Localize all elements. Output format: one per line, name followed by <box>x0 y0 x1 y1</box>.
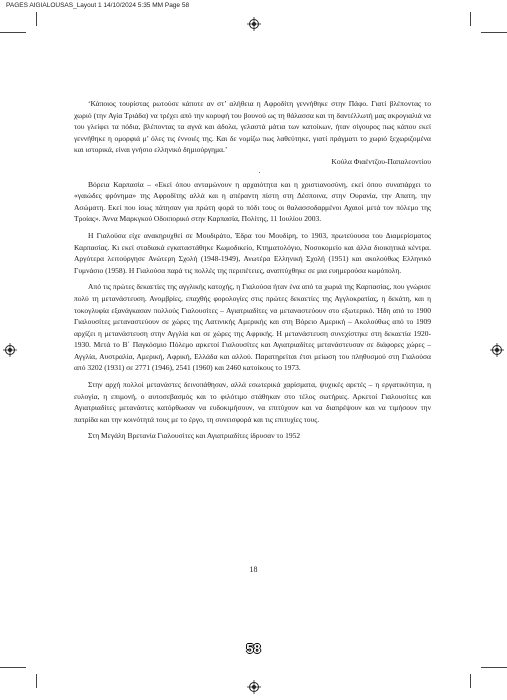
page-number: 18 <box>249 565 258 574</box>
body-text <box>74 98 431 442</box>
paragraph: Βόρεια Καρπασία – «Εκεί όπου ανταμώνουν η αρχαιότητα και η χριστιανοσύνη, εκεί όπου συναπάρχει το «γαιώδες φρόνημα» της Αφροδίτης αλλά και η απέραντη πίστη στη Δέσποινα, στην Ουρανία, την Απατη, την Ασώματη. Εκεί που ίσως πάτησαν για πρώτη φορά το πόδι τους οι θαλασσοδαρμένοι Αχαιοί μετά τον πόλεμο της Τροίας». Άννα Μαρκγκού Οδοιπορικό στην Καρπασία, Πολίτης, 11 Ιουλίου 2003. <box>74 179 431 224</box>
registration-mark-left-icon <box>3 343 17 357</box>
registration-mark-bottom-icon <box>247 680 261 694</box>
print-slug: PAGES AIGIALOUSAS_Layout 1 14/10/2024 5:35 MM Page 58 <box>6 2 190 9</box>
crop-mark-top-right <box>481 32 507 33</box>
crop-mark-top-left <box>36 12 37 26</box>
quote-paragraph: ‘Κάποιος τουρίστας ρωτούσε κάποτε αν στ’ αλήθεια η Αφροδίτη γεννήθηκε στην Πάφο. Γιατί βλέποντας το χωριό (την Αγία Τριάδα) να τρέχει από την κορυφή του βουνού ως τη θάλασσα και τη δαντέλλωτή μας ακρογιαλιά να του γλείφει τα πόδια, βλέποντας τα αγνά και άδολα, γελαστά μάτια των κατοίκων, ήταν σίγουρος πως κάπου εκεί γεννήθηκε η ομορφιά μ’ όλες τις έννοιές της. Και δε νομίζω πως λαθεύτηκε, γιατί πράγματι το χωριό ξεχωριζομένα και ιστορικά, είναι γνήσιο ελληνικό δημιούργημα.’ <box>74 99 431 155</box>
crop-mark-bottom-right <box>481 667 507 668</box>
quote-signature: Κούλα Φιαέντζου-Παπαλεοντίου <box>331 156 431 166</box>
crop-mark-top-right <box>470 12 471 26</box>
registration-mark-top-icon <box>247 17 261 31</box>
registration-mark-right-icon <box>490 343 504 357</box>
paragraph: Στη Μεγάλη Βρετανία Γιαλουσίτες και Αγιατριαδίτες ίδρυσαν το 1952 <box>88 431 301 441</box>
print-page-number: 58 <box>246 641 261 656</box>
crop-mark-bottom-left <box>36 674 37 688</box>
crop-mark-bottom-right <box>470 674 471 688</box>
paragraph: Η Γιαλούσα είχε ανακηρυχθεί σε Μουδιράτο, Έδρα του Μουδίρη, το 1903, πρωτεύουσα του Διαμερίσματος Καρπασίας. Κι εκεί σταδιακά εγκαταστάθηκε Κωμοδικείο, Κτηματολόγιο, Νοσοκομείο και άλλα διοικητικά κέντρα. Αργότερα λειτούργησε Ανώτερη Σχολή (1948-1949), Ανωτέρα Ελληνική Σχολή (1951) και ακολούθως Ελληνικό Γυμνάσιο (1958). Η Γιαλούσα παρά τις πολλές της περιπέτειες, αναπτύχθηκε σε μια ευημερούσα κωμόπολη. <box>74 230 431 275</box>
paragraph: Στην αρχή πολλοί μετανάστες δεινοπάθησαν, αλλά εσωτερικά χαρίσματα, ψυχικές αρετές – η εργατικότητα, η ευλογία, η επιμονή, ο αυτοσεβασμός και το φιλότιμο στάθηκαν στο τέλος σωτήριες. Αρκετοί Γιαλουσίτες και Αγιατριαδίτες μετανάστες κατόρθωσαν να ευδοκιμήσουν, να επιτύχουν και να διαπρέψουν και να τιμήσουν την πατρίδα και την κοινότητά τους με το έργο, τη συνεισφορά και τις επιτυχίες τους. <box>74 380 431 424</box>
section-separator: · <box>258 167 261 177</box>
crop-mark-bottom-left <box>0 667 26 668</box>
crop-mark-top-left <box>0 32 26 33</box>
paragraph: Από τις πρώτες δεκαετίες της αγγλικής κατοχής, η Γιαλούσα ήταν ένα από τα χωριά της Καρπασίας, που γνώρισε πολύ τη μετανάστευση. Ανομβρίες, επαχθής φορολογίες στις πρώτες δεκαετίες της Αγγλοκρατίας, η δεκάτη, και η τοκογλυφία εξανάγκασαν πολλούς Γιαλουσίτες – Αγιατριαδίτες να μεταναστεύουν στο εξωτερικό. Ήδη από το 1900 Γιαλουσίτες μεταναστεύουν σε χώρες της Λατινικής Αμερικής και στη Βόρειο Αμερική – Ακολούθως από το 1909 αρχίζει η μετανάστευση στην Αγγλία και σε χώρες της Αφρικής. Η μετανάστευση συνεχίστηκε στη δεκαετία 1920-1930. Μετά το Β΄ Παγκόσμιο Πόλεμο αρκετοί Γιαλουσίτες και Αγιατριαδίτες μετανάστευσαν σε διάφορες χώρες – Αγγλία, Αυστραλία, Αμερική, Αφρική, Ελλάδα και αλλού. Παρατηρείται έτσι μείωση του πληθυσμού στη Γιαλούσα από 3202 (1931) σε 2771 (1946), 2541 (1960) και 2460 κατοίκους το 1973. <box>74 282 431 373</box>
